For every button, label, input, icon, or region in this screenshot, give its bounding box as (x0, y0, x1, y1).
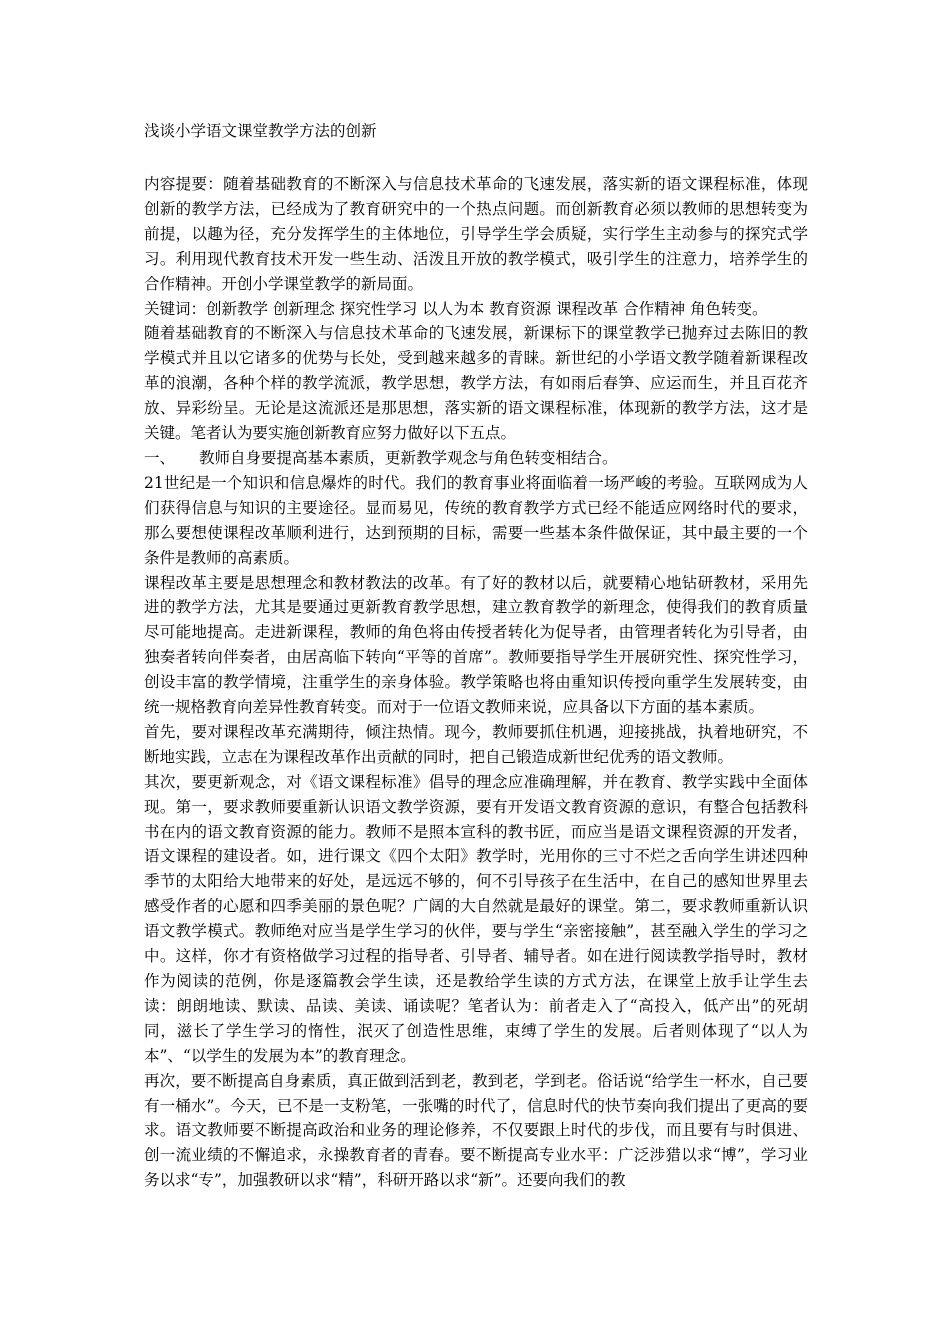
body-paragraph: 再次，要不断提高自身素质，真正做到活到老，教到老，学到老。俗话说“给学生一杯水，自己要有一桶水”。今天，已不是一支粉笔，一张嘴的时代了，信息时代的快节奏向我们提出了更高的要求。语文教师要不断提高政治和业务的理论修养，不仅要跟上时代的步伐，而且要有与时俱进、创一流业绩的不懈追求，永操教育者的青春。要不断提高专业水平：广泛涉猎以求“博”，学习业务以求“专”，加强教研以求“精”，科研开路以求“新”。还要向我们的教 (144, 1071, 808, 1190)
section-heading-text: 教师自身要提高基本素质，更新教学观念与角色转变相结合。 (199, 448, 618, 467)
document-title: 浅谈小学语文课堂教学方法的创新 (144, 122, 377, 140)
body-paragraph: 21世纪是一个知识和信息爆炸的时代。我们的教育事业将面临着一场严峻的考验。互联网成为人们获得信息与知识的主要途径。显而易见，传统的教育教学方式已经不能适应网络时代的要求，那么要想使课程改革顺利进行，达到预期的目标，需要一些基本条件做保证，其中最主要的一个条件是教师的高素质。 (144, 473, 808, 567)
abstract-paragraph: 内容提要：随着基础教育的不断深入与信息技术革命的飞速发展，落实新的语文课程标准，体现创新的教学方法，已经成为了教育研究中的一个热点问题。而创新教育必须以教师的思想转变为前提，以趣为径，充分发挥学生的主体地位，引导学生学会质疑，实行学生主动参与的探究式学习。利用现代教育技术开发一些生动、活泼且开放的教学模式，吸引学生的注意力，培养学生的合作精神。开创小学课堂教学的新局面。 (144, 175, 808, 293)
intro-paragraph: 随着基础教育的不断深入与信息技术革命的飞速发展，新课标下的课堂教学已抛弃过去陈旧的教学模式并且以它诸多的优势与长处，受到越来越多的青睐。新世纪的小学语文教学随着新课程改革的浪潮，各种个样的教学流派，教学思想，教学方法，有如雨后春笋、应运而生，并且百花齐放、异彩纷呈。无论是这流派还是那思想，落实新的语文课程标准，体现新的教学方法，这才是关键。笔者认为要实施创新教育应努力做好以下五点。 (144, 324, 808, 443)
section-number: 一、 (144, 448, 176, 467)
body-paragraph: 其次，要更新观念，对《语文课程标准》倡导的理念应准确理解，并在教育、教学实践中全面体现。第一，要求教师要重新认识语文教学资源，要有开发语文教育资源的意识，有整合包括教科书在内的语文教育资源的能力。教师不是照本宣科的教书匠，而应当是语文课程资源的开发者，语文课程的建设者。如，进行课文《四个太阳》教学时，光用你的三寸不烂之舌向学生讲述四种季节的太阳给大地带来的好处，是远远不够的，何不引导孩子在生活中，在自己的感知世界里去感受作者的心愿和四季美丽的景色呢？广阔的大自然就是最好的课堂。第二，要求教师重新认识语文教学模式。教师绝对应当是学生学习的伙伴，要与学生“亲密接触”，甚至融入学生的学习之中。这样，你才有资格做学习过程的指导者、引导者、辅导者。如在进行阅读教学指导时，教材作为阅读的范例，你是逐篇教会学生读，还是教给学生读的方式方法，在课堂上放手让学生去读：朗朗地读、默读、品读、美读、诵读呢？笔者认为：前者走入了“高投入，低产出”的死胡同，滋长了学生学习的惰性，泯灭了创造性思维，束缚了学生的发展。后者则体现了“以人为本”、“以学生的发展为本”的教育理念。 (144, 772, 808, 1065)
document-body (144, 172, 808, 1193)
section-heading (144, 446, 808, 471)
keywords-paragraph: 关键词：创新教学 创新理念 探究性学习 以人为本 教育资源 课程改革 合作精神 角色转变。 (144, 299, 768, 318)
body-paragraph: 首先，要对课程改革充满期待，倾注热情。现今，教师要抓住机遇，迎接挑战，执着地研究，不断地实践，立志在为课程改革作出贡献的同时，把自己锻造成新世纪优秀的语文教师。 (144, 722, 808, 766)
body-paragraph: 课程改革主要是思想理念和教材教法的改革。有了好的教材以后，就要精心地钻研教材，采用先进的教学方法，尤其是要通过更新教育教学思想，建立教育教学的新理念，使得我们的教育质量尽可能地提高。走进新课程，教师的角色将由传授者转化为促导者，由管理者转化为引导者，由独奏者转向伴奏者，由居高临下转向“平等的首席”。教师要指导学生开展研究性、探究性学习，创设丰富的教学情境，注重学生的亲身体验。教学策略也将由重知识传授向重学生发展转变，由统一规格教育向差异性教育转变。而对于一位语文教师来说，应具备以下方面的基本素质。 (144, 573, 808, 717)
